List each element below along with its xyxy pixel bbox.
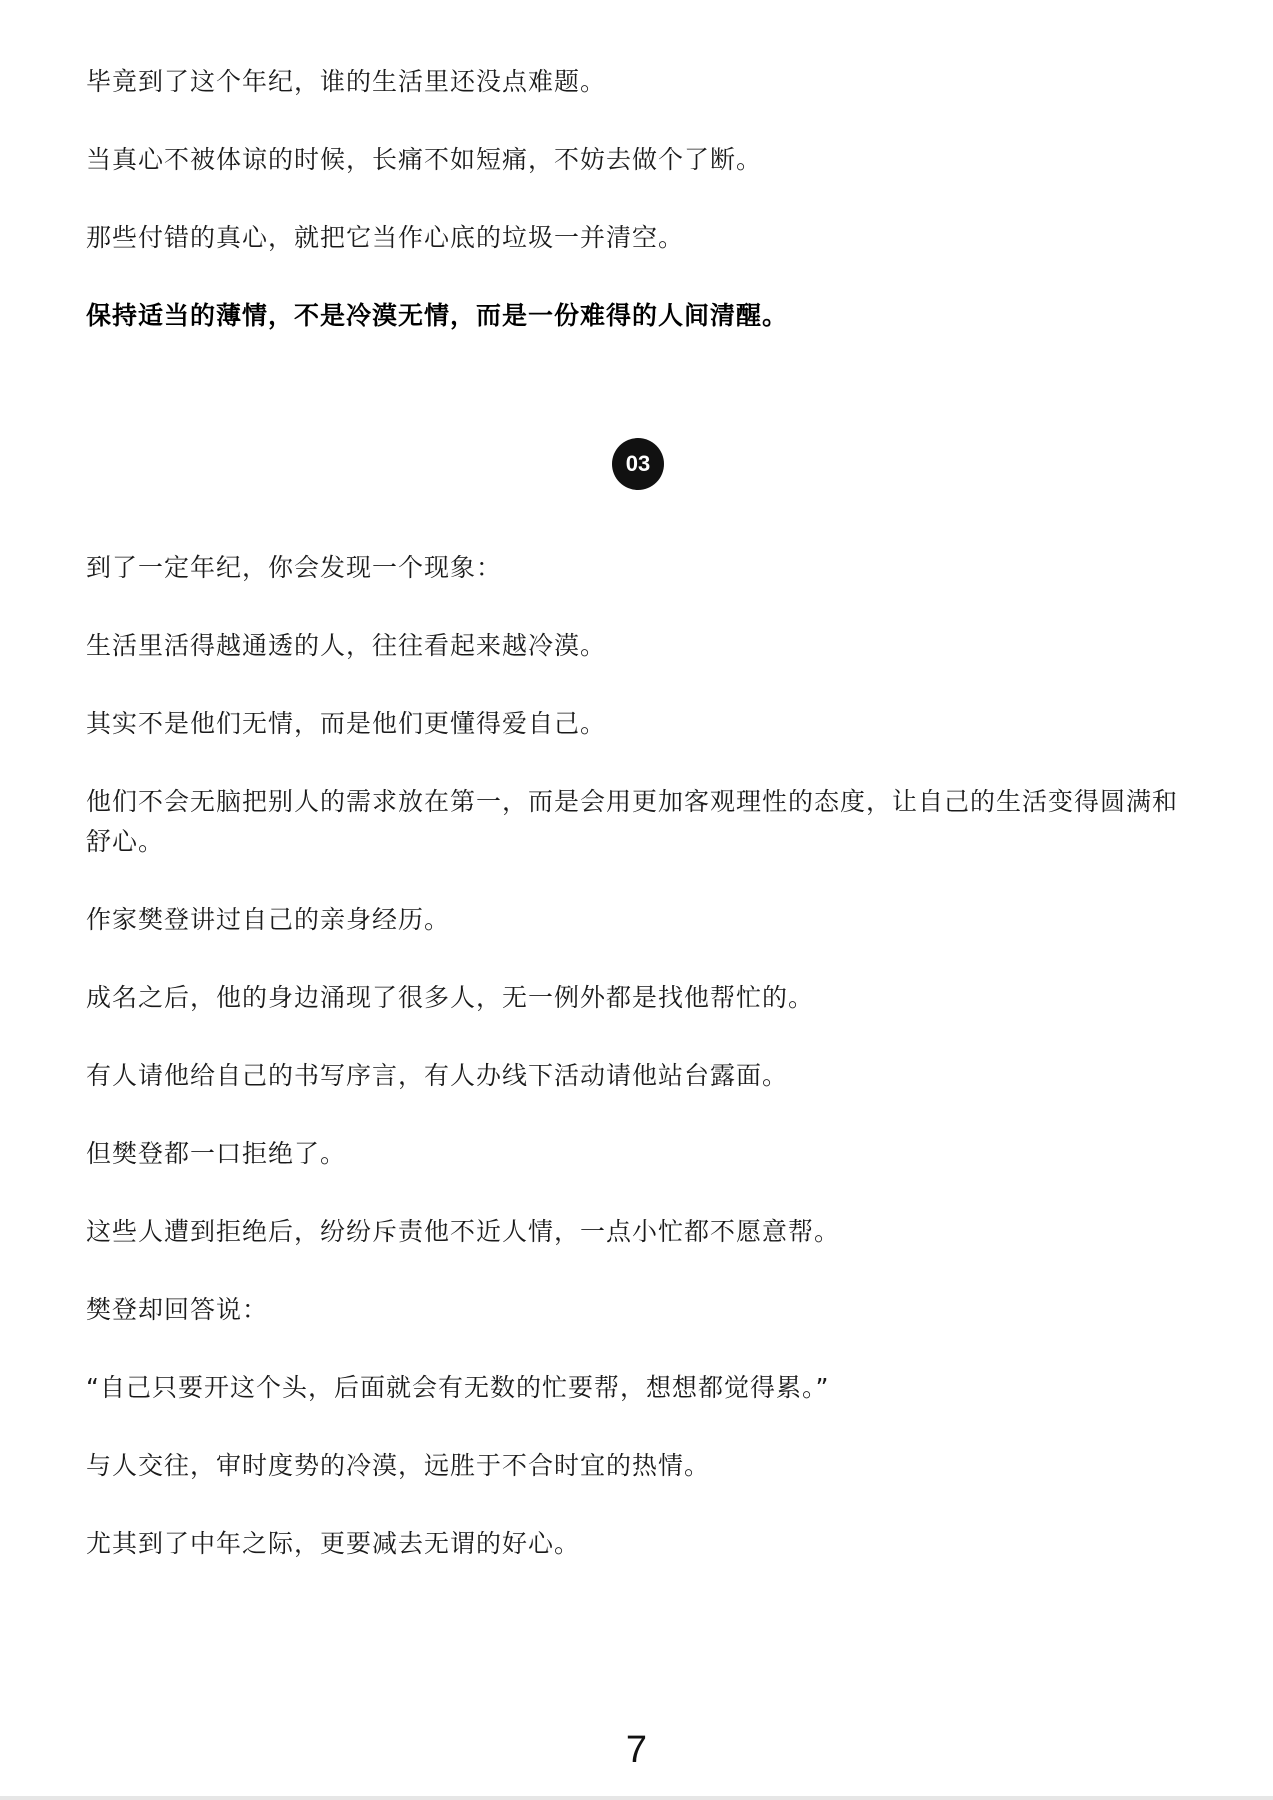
paragraph: 其实不是他们无情，而是他们更懂得爱自己。	[86, 709, 607, 738]
bold-paragraph: 保持适当的薄情，不是冷漠无情，而是一份难得的人间清醒。	[86, 301, 789, 330]
section-number-badge: 03	[612, 438, 664, 490]
paragraph: 作家樊登讲过自己的亲身经历。	[86, 905, 451, 934]
quote-paragraph: “自己只要开这个头，后面就会有无数的忙要帮，想想都觉得累。”	[86, 1373, 830, 1402]
paragraph: 成名之后，他的身边涌现了很多人，无一例外都是找他帮忙的。	[86, 983, 815, 1012]
paragraph: 当真心不被体谅的时候，长痛不如短痛，不妨去做个了断。	[86, 145, 763, 174]
paragraph: 但樊登都一口拒绝了。	[86, 1139, 347, 1168]
paragraph: 那些付错的真心，就把它当作心底的垃圾一并清空。	[86, 223, 685, 252]
paragraph: 樊登却回答说：	[86, 1295, 269, 1324]
paragraph: 有人请他给自己的书写序言，有人办线下活动请他站台露面。	[86, 1061, 789, 1090]
paragraph: 生活里活得越通透的人，往往看起来越冷漠。	[86, 631, 607, 660]
paragraph: 尤其到了中年之际，更要减去无谓的好心。	[86, 1529, 581, 1558]
bottom-divider	[0, 1796, 1273, 1800]
paragraph: 这些人遭到拒绝后，纷纷斥责他不近人情，一点小忙都不愿意帮。	[86, 1217, 841, 1246]
paragraph: 到了一定年纪，你会发现一个现象：	[86, 553, 503, 582]
paragraph: 他们不会无脑把别人的需求放在第一，而是会用更加客观理性的态度，让自己的生活变得圆满和舒心。	[86, 787, 1179, 856]
page-number: 7	[625, 1729, 648, 1771]
paragraph: 毕竟到了这个年纪，谁的生活里还没点难题。	[86, 67, 607, 96]
paragraph: 与人交往，审时度势的冷漠，远胜于不合时宜的热情。	[86, 1451, 711, 1480]
